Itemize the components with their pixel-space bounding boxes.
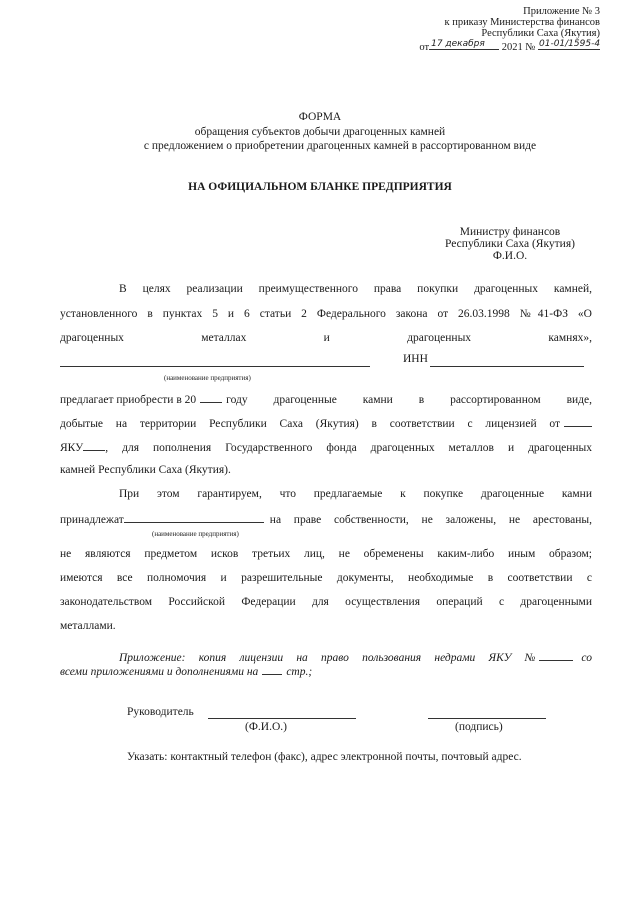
attachment-license-field[interactable]	[539, 650, 573, 661]
form-title: ФОРМА	[298, 111, 342, 123]
para1-line2: установленного в пунктах 5 и 6 статьи 2 Федерального закона от 26.03.1998 №41-ФЗ «О	[60, 308, 592, 320]
contact-instructions: Указать: контактный телефон (факс), адрес электронной почты, почтовый адрес.	[127, 751, 522, 763]
para3-line3: не являются предметом исков третьих лиц, не обременены каким-либо иным образом;	[60, 548, 592, 560]
appendix-republic: Республики Саха (Якутия)	[481, 28, 600, 39]
license-date-field[interactable]	[564, 416, 592, 427]
signature-label: Руководитель	[127, 706, 194, 718]
addressee-block	[420, 226, 600, 262]
organization-name-field[interactable]	[60, 356, 370, 367]
organization-caption-2: (наименование предприятия)	[152, 530, 239, 538]
addressee-republic: Республики Саха (Якутия)	[445, 238, 575, 250]
para1-line1: В целях реализации преимущественного права покупки драгоценных камней,	[119, 283, 592, 295]
inn-field[interactable]	[430, 356, 584, 367]
year-field[interactable]	[200, 392, 222, 403]
appendix-header	[419, 6, 600, 53]
license-number-field[interactable]	[83, 440, 105, 451]
signature-caption: (подпись)	[455, 721, 503, 733]
number-field	[538, 39, 600, 50]
attachment-pages-field[interactable]	[262, 664, 282, 675]
para1-line3: драгоценных металлах и драгоценных камнях»,	[60, 332, 592, 344]
para3-line5: законодательством Российской Федерации для осуществления операций с драгоценными	[60, 596, 592, 608]
owner-name-field[interactable]	[124, 512, 264, 523]
organization-caption-1: (наименование предприятия)	[164, 374, 251, 382]
para2-line1: предлагает приобрести в 20 году драгоценные камни в рассортированном виде,	[60, 394, 592, 406]
inn-label: ИНН	[403, 353, 428, 365]
para3-line6: металлами.	[60, 620, 116, 632]
fio-caption: (Ф.И.О.)	[245, 721, 287, 733]
para3-line4: имеются все полномочия и разрешительные документы, необходимые в соответствии с	[60, 572, 592, 584]
form-subtitle-1: обращения субъектов добычи драгоценных камней	[194, 126, 446, 138]
para3-line2: принадлежат на праве собственности, не заложены, не арестованы,	[60, 514, 592, 526]
date-field	[429, 39, 499, 50]
form-subtitle-2: с предложением о приобретении драгоценных камней в рассортированном виде	[143, 140, 537, 152]
attachment-line1: Приложение: копия лицензии на право пользования недрами ЯКУ № со	[119, 652, 592, 664]
appendix-date-line: от 17 декабря 2021 № 01-01/1595-4	[419, 39, 601, 53]
appendix-number: Приложение № 3	[523, 6, 600, 17]
handwritten-number: 01-01/1595-4	[539, 39, 601, 49]
para2-line2: добытые на территории Республики Саха (Якутия) в соответствии с лицензией от	[60, 416, 592, 430]
attachment-line2: всеми приложениями и дополнениями на стр.;	[60, 666, 313, 678]
para3-line1: При этом гарантируем, что предлагаемые к покупке драгоценные камни	[119, 488, 592, 500]
addressee-position: Министру финансов	[459, 226, 561, 238]
head-fio-field[interactable]	[208, 708, 356, 719]
para2-line3: ЯКУ , для пополнения Государственного фонда драгоценных металлов и драгоценных	[60, 442, 592, 454]
official-blank-title: НА ОФИЦИАЛЬНОМ БЛАНКЕ ПРЕДПРИЯТИЯ	[188, 181, 452, 193]
head-signature-field[interactable]	[428, 708, 546, 719]
addressee-fio: Ф.И.О.	[492, 250, 528, 262]
appendix-order: к приказу Министерства финансов	[444, 17, 600, 28]
handwritten-date: 17 декабря	[431, 39, 485, 49]
para2-line4: камней Республики Саха (Якутия).	[60, 464, 231, 476]
